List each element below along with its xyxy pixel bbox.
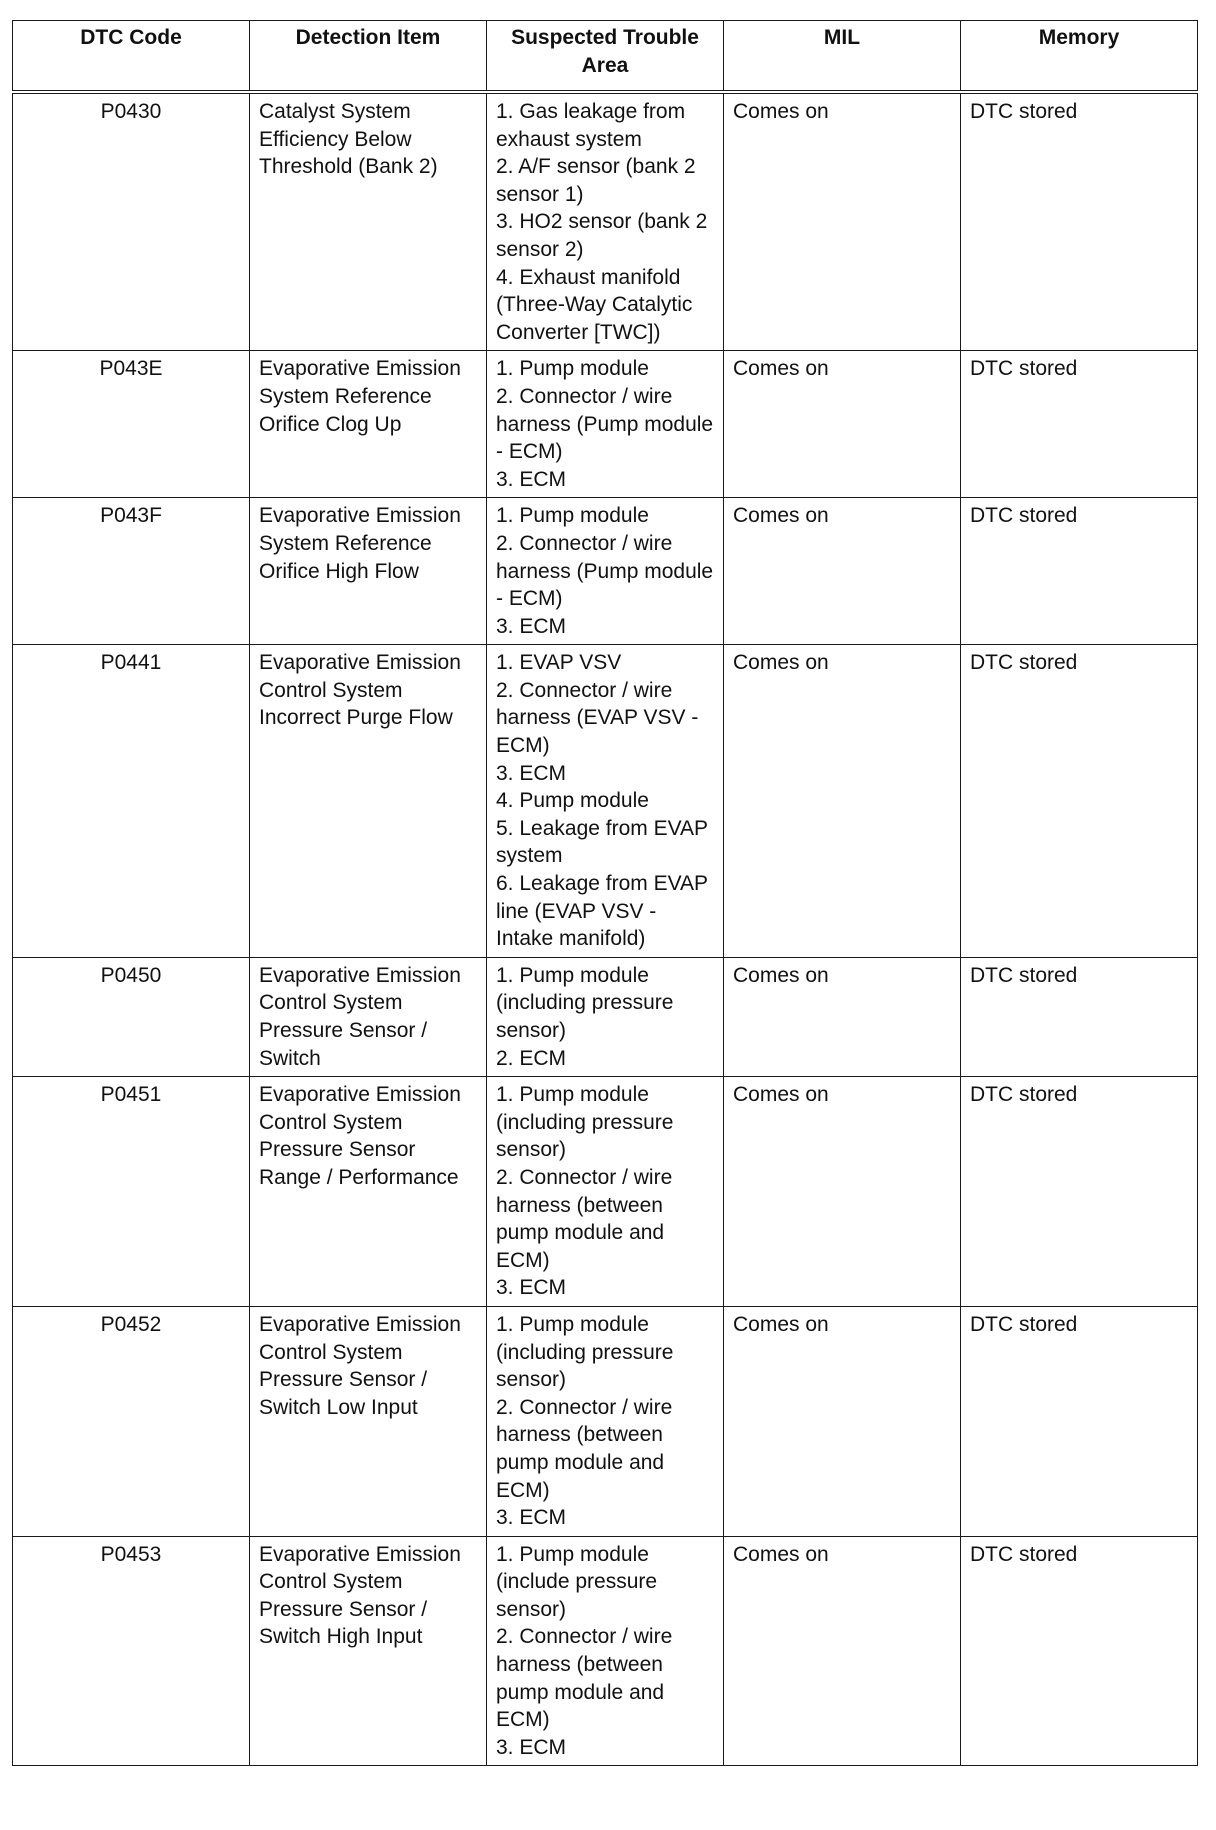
trouble-area-line: 1. Pump module (including pressure sensor) (496, 1083, 674, 1162)
memory-cell: DTC stored (961, 1306, 1198, 1536)
trouble-area-line: 5. Leakage from EVAP system (496, 816, 708, 868)
mil-cell: Comes on (724, 957, 961, 1076)
detection-item-cell: Evaporative Emission Control System Pressure Sensor / Switch High Input (250, 1536, 487, 1766)
trouble-area-line: 1. Gas leakage from exhaust system (496, 100, 686, 151)
trouble-area-line: 2. A/F sensor (bank 2 sensor 1) (496, 155, 696, 206)
header-memory: Memory (961, 21, 1198, 93)
dtc-code-cell: P043F (13, 498, 250, 645)
trouble-area-line: 3. ECM (496, 614, 567, 638)
trouble-area-line: 2. Connector / wire harness (EVAP VSV - ECM) (496, 678, 699, 758)
memory-cell: DTC stored (961, 1536, 1198, 1766)
detection-item-cell: Evaporative Emission System Reference Orifice Clog Up (250, 351, 487, 498)
trouble-area-line: 1. Pump module (496, 504, 649, 528)
trouble-area-line: 2. Connector / wire harness (between pump module and ECM) (496, 1165, 673, 1272)
trouble-area-line: 2. Connector / wire harness (Pump module - ECM) (496, 384, 714, 464)
trouble-area-line: 4. Exhaust manifold (Three-Way Catalytic Converter [TWC]) (496, 265, 693, 344)
memory-cell: DTC stored (961, 498, 1198, 645)
header-detection-item: Detection Item (250, 21, 487, 93)
header-mil: MIL (724, 21, 961, 93)
dtc-code-cell: P0450 (13, 957, 250, 1076)
table-row (13, 645, 1198, 958)
trouble-area-line: 6. Leakage from EVAP line (EVAP VSV - Intake manifold) (496, 872, 708, 951)
trouble-area-line: 3. ECM (496, 761, 567, 785)
table-row (13, 1077, 1198, 1307)
trouble-area-line: 3. HO2 sensor (bank 2 sensor 2) (496, 210, 708, 261)
table-row (13, 1306, 1198, 1536)
trouble-area-cell (487, 1306, 724, 1536)
mil-cell: Comes on (724, 92, 961, 351)
trouble-area-line: 3. ECM (496, 1506, 567, 1530)
trouble-area-line: 1. Pump module (including pressure sensor) (496, 1312, 674, 1392)
trouble-area-cell (487, 1077, 724, 1307)
trouble-area-line: 4. Pump module (496, 789, 649, 813)
trouble-area-line: 2. Connector / wire harness (Pump module - ECM) (496, 531, 714, 611)
memory-cell: DTC stored (961, 645, 1198, 958)
trouble-area-line: 3. ECM (496, 467, 567, 491)
trouble-area-cell (487, 92, 724, 351)
dtc-code-cell: P0453 (13, 1536, 250, 1766)
detection-item-cell: Evaporative Emission Control System Pressure Sensor / Switch Low Input (250, 1306, 487, 1536)
dtc-table (12, 20, 1198, 1766)
trouble-area-cell (487, 1536, 724, 1766)
mil-cell: Comes on (724, 498, 961, 645)
trouble-area-cell (487, 957, 724, 1076)
table-row (13, 957, 1198, 1076)
trouble-area-cell (487, 351, 724, 498)
dtc-code-cell: P0451 (13, 1077, 250, 1307)
header-row (13, 21, 1198, 93)
table-row (13, 351, 1198, 498)
dtc-code-cell: P0441 (13, 645, 250, 958)
detection-item-cell: Catalyst System Efficiency Below Threshold (Bank 2) (250, 92, 487, 351)
mil-cell: Comes on (724, 351, 961, 498)
dtc-code-cell: P0452 (13, 1306, 250, 1536)
trouble-area-line: 1. Pump module (496, 357, 649, 381)
table-row (13, 92, 1198, 351)
table-row (13, 1536, 1198, 1766)
detection-item-cell: Evaporative Emission Control System Incorrect Purge Flow (250, 645, 487, 958)
header-suspected-trouble-area: Suspected Trouble Area (487, 21, 724, 93)
mil-cell: Comes on (724, 1536, 961, 1766)
trouble-area-line: 1. Pump module (include pressure sensor) (496, 1542, 658, 1621)
trouble-area-cell (487, 645, 724, 958)
memory-cell: DTC stored (961, 957, 1198, 1076)
memory-cell: DTC stored (961, 92, 1198, 351)
memory-cell: DTC stored (961, 1077, 1198, 1307)
table-body (13, 92, 1198, 1766)
mil-cell: Comes on (724, 1306, 961, 1536)
detection-item-cell: Evaporative Emission Control System Pressure Sensor Range / Performance (250, 1077, 487, 1307)
trouble-area-line: 3. ECM (496, 1735, 567, 1759)
table-row (13, 498, 1198, 645)
dtc-code-cell: P043E (13, 351, 250, 498)
detection-item-cell: Evaporative Emission System Reference Orifice High Flow (250, 498, 487, 645)
trouble-area-line: 3. ECM (496, 1276, 567, 1300)
table-header (13, 21, 1198, 93)
dtc-code-cell: P0430 (13, 92, 250, 351)
mil-cell: Comes on (724, 645, 961, 958)
trouble-area-line: 2. Connector / wire harness (between pump module and ECM) (496, 1625, 673, 1732)
trouble-area-line: 1. EVAP VSV (496, 651, 622, 675)
memory-cell: DTC stored (961, 351, 1198, 498)
trouble-area-line: 1. Pump module (including pressure sensor) (496, 963, 674, 1042)
trouble-area-line: 2. Connector / wire harness (between pump module and ECM) (496, 1395, 673, 1502)
trouble-area-line: 2. ECM (496, 1046, 567, 1070)
trouble-area-cell (487, 498, 724, 645)
detection-item-cell: Evaporative Emission Control System Pressure Sensor / Switch (250, 957, 487, 1076)
mil-cell: Comes on (724, 1077, 961, 1307)
header-dtc-code: DTC Code (13, 21, 250, 93)
